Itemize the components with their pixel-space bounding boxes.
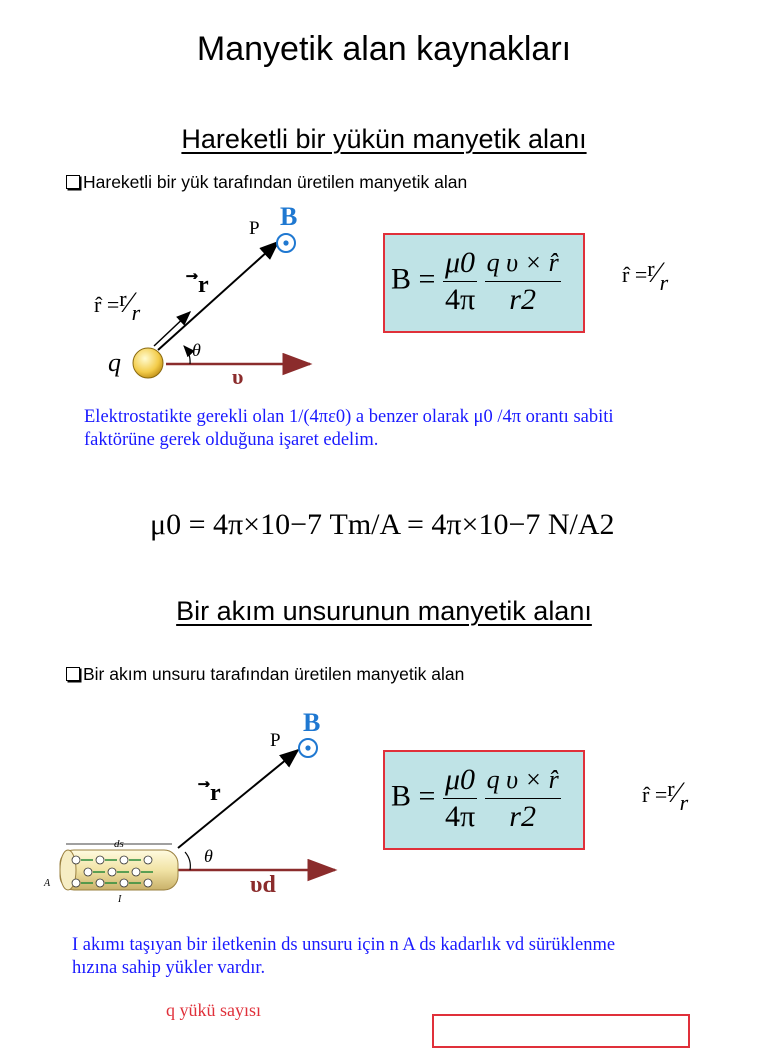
- section2-heading: Bir akım unsurunun manyetik alanı: [176, 596, 592, 626]
- unit-vector-definition-right-2: r̂ =r⁄r: [642, 776, 689, 815]
- vector-r-label-2: r: [210, 780, 221, 806]
- current-element-diagram: [40, 710, 350, 910]
- position-vector-r: [178, 750, 298, 848]
- point-label: P: [249, 218, 260, 239]
- checkbox-bullet-icon: [66, 667, 80, 681]
- biot-savart-formula: B = $\frac{\mu 0}{4\pi}$ $\frac{\text{q υ × r̂}}{r2}$: [391, 246, 559, 316]
- mu0-equation: μ0 = 4π×10−7 Tm/A = 4π×10−7 N/A2: [150, 508, 615, 541]
- position-vector-r: [158, 242, 278, 350]
- charge-ball: [133, 348, 163, 378]
- biot-savart-formula-2: B = $\frac{\mu 0}{4\pi}$ $\frac{\text{q υ × r̂}}{r2}$: [391, 763, 559, 833]
- section1-heading: Hareketli bir yükün manyetik alanı: [181, 124, 587, 154]
- angle-label: θ: [192, 340, 201, 360]
- field-label-2: B: [303, 708, 321, 737]
- section1-bullet: Hareketli bir yük tarafından üretilen manyetik alan: [66, 172, 467, 193]
- velocity-label: υ: [232, 364, 244, 389]
- partial-formula-box: [432, 1014, 690, 1048]
- checkbox-bullet-icon: [66, 175, 80, 189]
- section2-bullet: Bir akım unsuru tarafından üretilen manyetik alan: [66, 664, 464, 685]
- drift-velocity-label: υd: [250, 872, 276, 898]
- biot-savart-formula-box-2: [383, 750, 585, 850]
- area-label: A: [44, 878, 51, 889]
- unit-vector-arrow: [154, 312, 190, 346]
- current-label: I: [118, 894, 122, 905]
- charge-count-label: q yükü sayısı: [166, 1000, 262, 1020]
- unit-vector-definition-right: r̂ =r⁄r: [622, 256, 669, 295]
- angle-label-2: θ: [204, 846, 213, 866]
- biot-savart-formula-box: [383, 233, 585, 333]
- angle-arc: [184, 346, 190, 364]
- unit-vector-definition: r̂ =r⁄r: [94, 286, 141, 325]
- section1-note: Elektrostatikte gerekli olan 1/(4πε0) a benzer olarak μ0 /4π orantı sabiti faktörüne gerek olduğuna işaret edelim.: [84, 407, 614, 450]
- point-label-2: P: [270, 730, 281, 751]
- charge-label: q: [108, 348, 121, 377]
- field-label: B: [280, 202, 298, 231]
- section2-note: I akımı taşıyan bir iletkenin ds unsuru için n A ds kadarlık vd sürüklenme hızına sahip yükler vardır.: [72, 935, 616, 978]
- vector-r-label: r: [198, 272, 209, 298]
- page-title: Manyetik alan kaynakları: [196, 30, 572, 68]
- ds-label: ds: [114, 838, 124, 850]
